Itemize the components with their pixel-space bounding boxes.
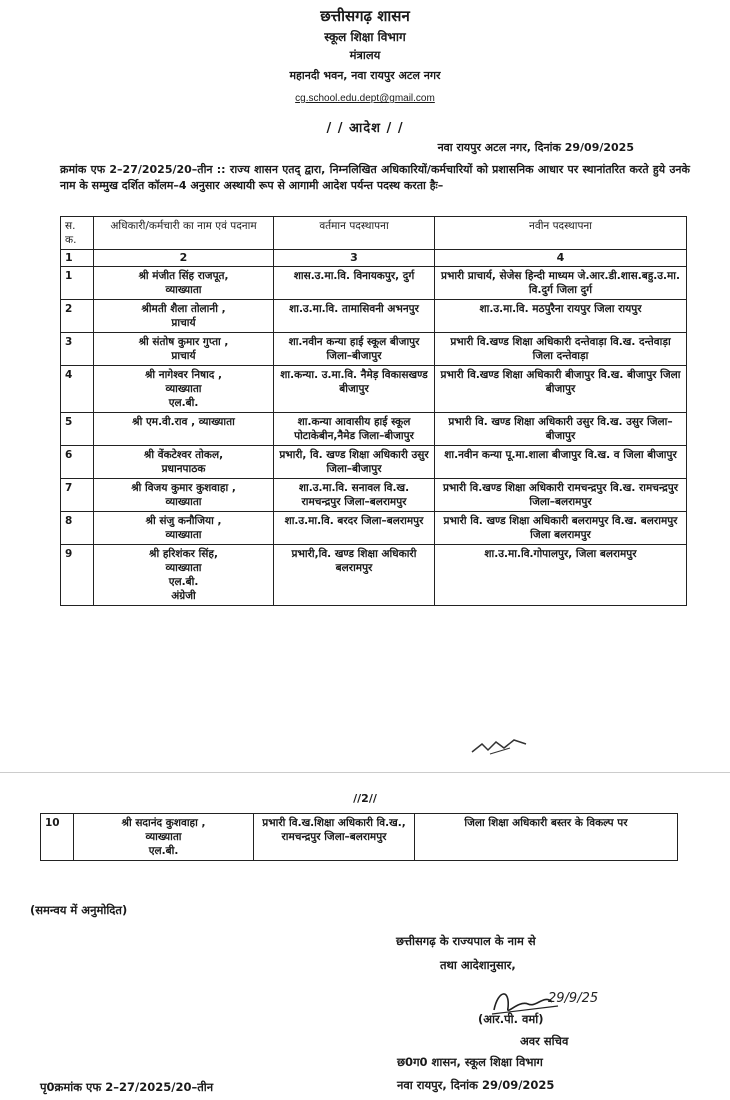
table-row — [61, 479, 687, 512]
cell-current: प्रभारी, वि. खण्ड शिक्षा अधिकारी उसुर जिला–बीजापुर — [274, 446, 435, 479]
header-sn: स. क. — [61, 217, 94, 250]
signature-date: 29/9/25 — [548, 991, 599, 1006]
cell-current: शा.कन्या आवासीय हाई स्कूल पोटाकेबीन,नैमेड जिला–बीजापुर — [274, 413, 435, 446]
endorsement-number: पृ0क्रमांक एफ 2–27/2025/20–तीन — [40, 1080, 214, 1094]
cell-name: श्री हरिशंकर सिंह, व्याख्याता एल.बी. अंग्रेजी — [94, 545, 274, 606]
cell-sn: 8 — [61, 512, 94, 545]
initials-mark — [470, 734, 530, 758]
cell-new: प्रभारी वि.खण्ड शिक्षा अधिकारी रामचन्द्रपुर वि.ख. रामचन्द्रपुर जिला–बलरामपुर — [435, 479, 687, 512]
cell-new: शा.उ.मा.वि.गोपालपुर, जिला बलरामपुर — [435, 545, 687, 606]
table-row — [61, 267, 687, 300]
cell-current: शास.उ.मा.वि. विनायकपुर, दुर्ग — [274, 267, 435, 300]
cell-sn: 7 — [61, 479, 94, 512]
table-row — [41, 814, 678, 861]
signature-line-1: छत्तीसगढ़ के राज्यपाल के नाम से — [396, 934, 536, 948]
table-row — [61, 446, 687, 479]
transfer-table — [60, 216, 687, 606]
cell-name: श्रीमती शैला तोलानी , प्राचार्य — [94, 300, 274, 333]
cell-sn: 3 — [61, 333, 94, 366]
cell-current: शा.नवीन कन्या हाई स्कूल बीजापुर जिला–बीजापुर — [274, 333, 435, 366]
table-row — [61, 545, 687, 606]
cell-name: श्री मंजीत सिंह राजपूत, व्याख्याता — [94, 267, 274, 300]
cell-sn: 10 — [41, 814, 74, 861]
cell-new: प्रभारी वि.खण्ड शिक्षा अधिकारी बीजापुर वि.ख. बीजापुर जिला बीजापुर — [435, 366, 687, 413]
cell-new: जिला शिक्षा अधिकारी बस्तर के विकल्प पर — [415, 814, 678, 861]
cell-new: शा.उ.मा.वि. मठपुरैना रायपुर जिला रायपुर — [435, 300, 687, 333]
header-current: वर्तमान पदस्थापना — [274, 217, 435, 250]
col-number: 2 — [94, 250, 274, 267]
column-number-row — [61, 250, 687, 267]
cell-new: प्रभारी वि. खण्ड शिक्षा अधिकारी उसुर वि.ख. उसुर जिला–बीजापुर — [435, 413, 687, 446]
transfer-table-continued-wrapper — [40, 813, 678, 861]
address-line: महानदी भवन, नवा रायपुर अटल नगर — [289, 69, 441, 82]
cell-sn: 9 — [61, 545, 94, 606]
col-number: 1 — [61, 250, 94, 267]
transfer-table-wrapper — [60, 216, 687, 606]
cell-new: प्रभारी वि. खण्ड शिक्षा अधिकारी बलरामपुर वि.ख. बलरामपुर जिला बलरामपुर — [435, 512, 687, 545]
col-number: 3 — [274, 250, 435, 267]
ministry-heading: मंत्रालय — [349, 48, 381, 62]
cell-new: प्रभारी प्राचार्य, सेजेस हिन्दी माध्यम जे.आर.डी.शास.बहु.उ.मा. वि.दुर्ग जिला दुर्ग — [435, 267, 687, 300]
order-number: क्रमांक एफ 2–27/2025/20–तीन — [60, 163, 213, 176]
table-row — [61, 300, 687, 333]
signatory-name: (आर.पी. वर्मा) — [478, 1012, 544, 1026]
cell-name: श्री एम.वी.राव , व्याख्याता — [94, 413, 274, 446]
table-row — [61, 413, 687, 446]
page-divider — [0, 772, 730, 781]
cell-name: श्री वेंकटेश्वर तोकल, प्रधानपाठक — [94, 446, 274, 479]
header-new: नवीन पदस्थापना — [435, 217, 687, 250]
cell-name: श्री संजु कनौजिया , व्याख्याता — [94, 512, 274, 545]
signature-line-2: तथा आदेशानुसार, — [440, 958, 516, 972]
cell-sn: 4 — [61, 366, 94, 413]
cell-name: श्री नागेश्वर निषाद , व्याख्याता एल.बी. — [94, 366, 274, 413]
government-heading: छत्तीसगढ़ शासन — [320, 7, 410, 25]
cell-sn: 2 — [61, 300, 94, 333]
header-name: अधिकारी/कर्मचारी का नाम एवं पदनाम — [94, 217, 274, 250]
email-link[interactable]: cg.school.edu.dept@gmail.com — [295, 93, 435, 104]
approval-note: (समन्वय में अनुमोदित) — [30, 903, 128, 917]
cell-current: शा.उ.मा.वि. तामासिवनी अभनपुर — [274, 300, 435, 333]
cell-sn: 1 — [61, 267, 94, 300]
cell-current: प्रभारी वि.ख.शिक्षा अधिकारी वि.ख., रामचन्द्रपुर जिला–बलरामपुर — [254, 814, 415, 861]
cell-new: प्रभारी वि.खण्ड शिक्षा अधिकारी दन्तेवाड़ा वि.ख. दन्तेवाड़ा जिला दन्तेवाड़ा — [435, 333, 687, 366]
cell-new: शा.नवीन कन्या पू.मा.शाला बीजापुर वि.ख. व जिला बीजापुर — [435, 446, 687, 479]
col-number: 4 — [435, 250, 687, 267]
cell-sn: 5 — [61, 413, 94, 446]
page-number: //2// — [353, 792, 377, 805]
table-row — [61, 366, 687, 413]
order-title: / / आदेश / / — [326, 121, 404, 136]
intro-text: :: राज्य शासन एतद् द्वारा, निम्नलिखित अधिकारियों/कर्मचारियों को प्रशासनिक आधार पर स्थानांतरित करते हुये उनके नाम के सम्मुख दर्शित कॉलम–4 अनुसार अस्थायी रूप से आगामी आदेश पर्यन्त पदस्थ करता हैः– — [60, 163, 690, 192]
table-header-row — [61, 217, 687, 250]
cell-current: शा.उ.मा.वि. सनावल वि.ख. रामचन्द्रपुर जिला–बलरामपुर — [274, 479, 435, 512]
cell-sn: 6 — [61, 446, 94, 479]
cell-current: शा.उ.मा.वि. बरदर जिला–बलरामपुर — [274, 512, 435, 545]
cell-name: श्री सदानंद कुशवाहा , व्याख्याता एल.बी. — [74, 814, 254, 861]
table-row — [61, 333, 687, 366]
signatory-designation: अवर सचिव — [520, 1034, 569, 1048]
intro-paragraph — [60, 162, 690, 194]
table-row — [61, 512, 687, 545]
cell-current: शा.कन्या. उ.मा.वि. नैमेड़ विकासखण्ड बीजापुर — [274, 366, 435, 413]
signature-place-date: नवा रायपुर, दिनांक 29/09/2025 — [397, 1078, 555, 1092]
cell-name: श्री संतोष कुमार गुप्ता , प्राचार्य — [94, 333, 274, 366]
transfer-table-continued — [40, 813, 678, 861]
signatory-department: छ0ग0 शासन, स्कूल शिक्षा विभाग — [397, 1055, 543, 1069]
cell-current: प्रभारी,वि. खण्ड शिक्षा अधिकारी बलरामपुर — [274, 545, 435, 606]
cell-name: श्री विजय कुमार कुशवाहा , व्याख्याता — [94, 479, 274, 512]
department-heading: स्कूल शिक्षा विभाग — [324, 30, 406, 44]
place-date: नवा रायपुर अटल नगर, दिनांक 29/09/2025 — [437, 141, 634, 154]
